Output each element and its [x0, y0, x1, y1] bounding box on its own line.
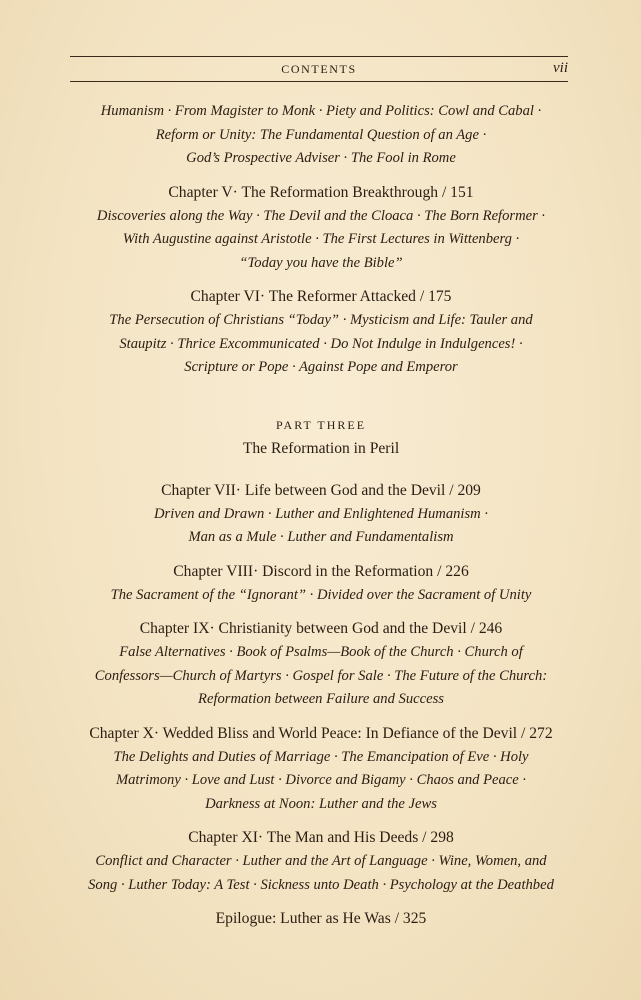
chapter-entry-5: [60, 181, 582, 276]
subtopics-line: Matrimony · Love and Lust · Divorce and Bigamy · Chaos and Peace ·: [115, 772, 527, 788]
chapter-entry-11: [60, 826, 582, 897]
contents-list: [60, 100, 582, 931]
subtopics-line: The Delights and Duties of Marriage · The Emancipation of Eve · Holy: [113, 748, 529, 765]
subtopics-line: Discoveries along the Way · The Devil and the Cloaca · The Born Reformer ·: [96, 207, 546, 224]
chapter-entry-10: [48, 722, 594, 817]
subtopics-line: Scripture or Pope · Against Pope and Emperor: [184, 359, 458, 375]
subtopics-line: Song · Luther Today: A Test · Sickness unto Death · Psychology at the Deathbed: [88, 876, 554, 893]
running-head: [70, 60, 568, 80]
epilogue-heading: Epilogue: Luther as He Was / 325: [215, 910, 427, 927]
chapter-entry-8: [60, 560, 582, 608]
subtopics-line: The Persecution of Christians “Today” · Mysticism and Life: Tauler and: [109, 312, 533, 328]
chapter-entry-7: [60, 479, 582, 550]
subtopics-line: Driven and Drawn · Luther and Enlightened Humanism ·: [153, 505, 489, 522]
intro-entry: [60, 100, 582, 171]
chapter-heading: Chapter V· The Reformation Breakthrough / 151: [168, 183, 474, 201]
chapter-heading: Chapter VII· Life between God and the Devil / 209: [161, 481, 481, 499]
subtopics-line: The Sacrament of the “Ignorant” · Divided over the Sacrament of Unity: [110, 586, 532, 603]
part-title: The Reformation in Peril: [242, 439, 400, 457]
chapter-entry-6: [60, 285, 582, 380]
chapter-heading: Chapter X· Wedded Bliss and World Peace: In Defiance of the Devil / 272: [89, 724, 553, 742]
chapter-heading: Chapter VI· The Reformer Attacked / 175: [190, 288, 452, 305]
chapter-heading: Chapter IX· Christianity between God and the Devil / 246: [139, 620, 503, 637]
subtopics-line: Conflict and Character · Luther and the Art of Language · Wine, Women, and: [95, 853, 547, 869]
header-rule-top: [70, 56, 568, 57]
subtopics-line: Darkness at Noon: Luther and the Jews: [205, 795, 437, 812]
subtopics-line: Confessors—Church of Martyrs · Gospel for Sale · The Future of the Church:: [94, 667, 548, 684]
subtopics-line: Reform or Unity: The Fundamental Question of an Age ·: [155, 126, 487, 143]
subtopics-line: Staupitz · Thrice Excommunicated · Do Not Indulge in Indulgences! ·: [119, 335, 523, 352]
subtopics-line: False Alternatives · Book of Psalms—Book of the Church · Church of: [119, 644, 523, 660]
page-number: vii: [553, 60, 568, 76]
chapter-heading: Chapter VIII· Discord in the Reformation / 226: [173, 562, 469, 580]
subtopics-line: Reformation between Failure and Success: [198, 691, 444, 707]
subtopics-line: Man as a Mule · Luther and Fundamentalism: [188, 529, 454, 545]
chapter-entry-9: [60, 617, 582, 712]
chapter-heading: Chapter XI· The Man and His Deeds / 298: [188, 829, 454, 846]
part-label: PART THREE: [275, 417, 367, 432]
subtopics-line: Humanism · From Magister to Monk · Piety and Politics: Cowl and Cabal ·: [100, 103, 542, 119]
subtopics-line: “Today you have the Bible”: [239, 254, 403, 271]
header-rule-bottom: [70, 81, 568, 82]
running-title: CONTENTS: [281, 62, 357, 76]
subtopics-line: With Augustine against Aristotle · The First Lectures in Wittenberg ·: [122, 231, 520, 247]
epilogue-entry: [60, 907, 582, 931]
subtopics-line: God’s Prospective Adviser · The Fool in Rome: [186, 150, 456, 166]
